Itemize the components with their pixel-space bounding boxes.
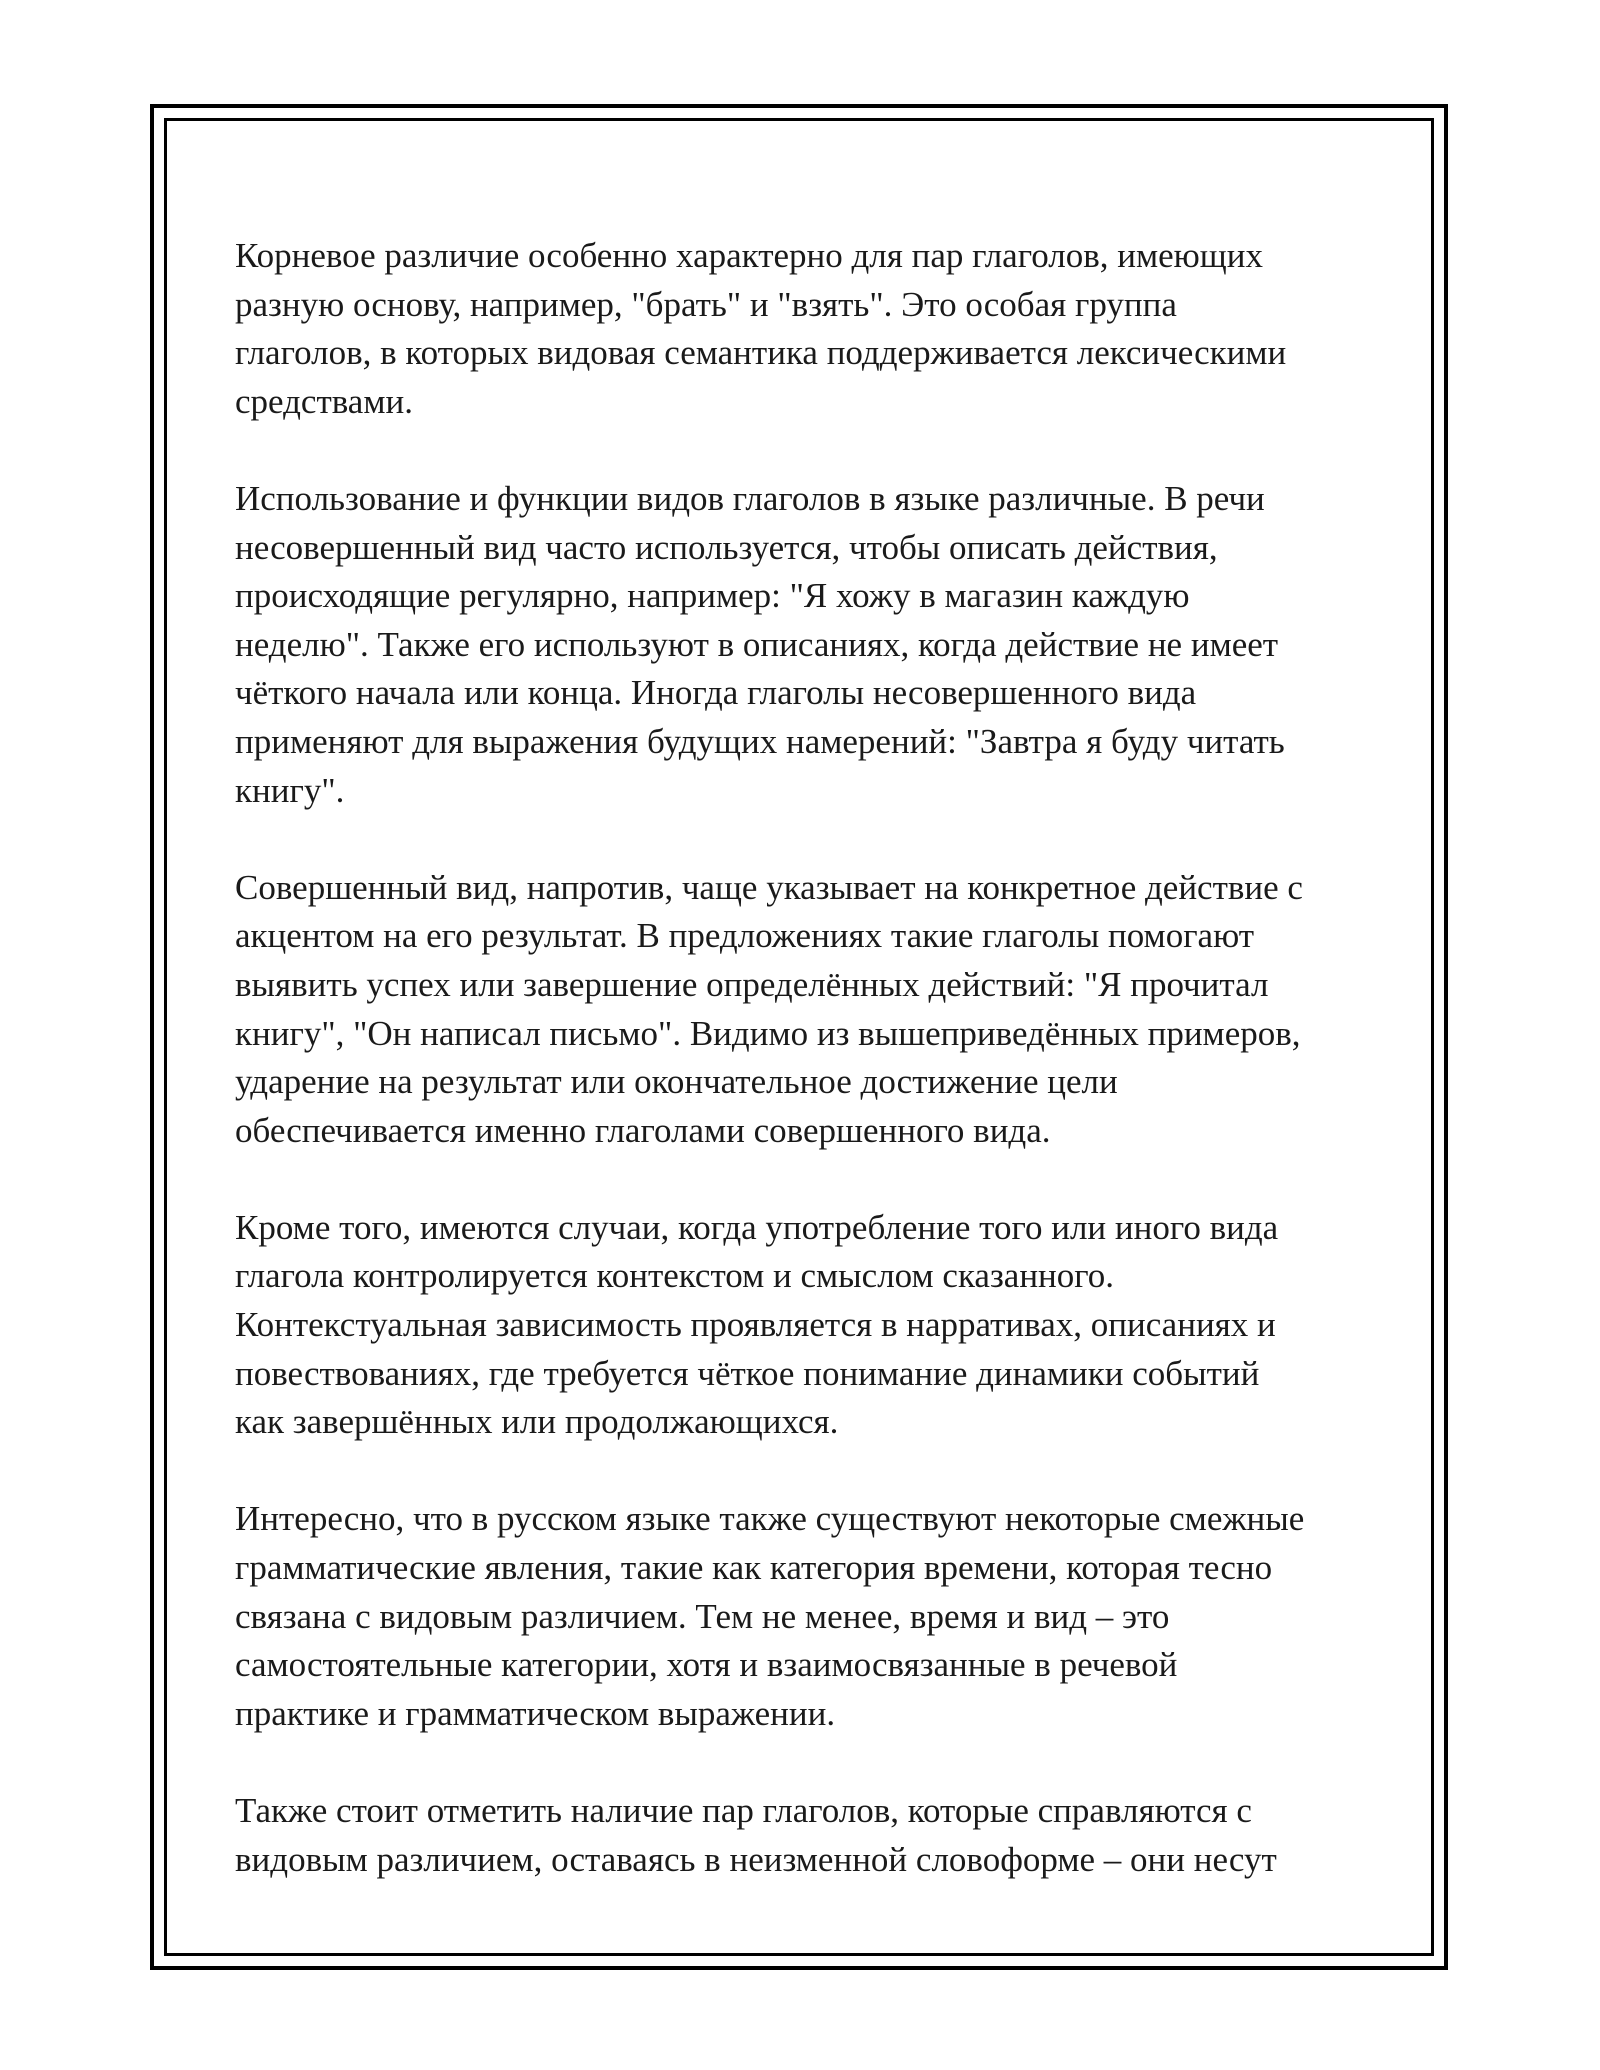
text-line: Кроме того, имеются случаи, когда употребление того или иного вида	[235, 1207, 1279, 1247]
paragraph-6	[235, 1787, 1375, 1884]
paragraph-4	[235, 1204, 1375, 1447]
text-line: как завершённых или продолжающихся.	[235, 1402, 839, 1442]
document-body	[235, 232, 1375, 1933]
text-line: неделю". Также его используют в описаниях, когда действие не имеет	[235, 624, 1279, 664]
text-line: грамматические явления, такие как категория времени, которая тесно	[235, 1548, 1273, 1588]
text-line: Контекстуальная зависимость проявляется в нарративах, описаниях и	[235, 1305, 1276, 1345]
paragraph-1	[235, 232, 1375, 426]
text-line: средствами.	[235, 381, 413, 421]
text-line: связана с видовым различием. Тем не менее, время и вид – это	[235, 1596, 1170, 1636]
text-line: несовершенный вид часто используется, чтобы описать действия,	[235, 527, 1218, 567]
text-line: выявить успех или завершение определённых действий: "Я прочитал	[235, 964, 1269, 1004]
text-line: разную основу, например, "брать" и "взять". Это особая группа	[235, 284, 1177, 324]
paragraph-3	[235, 864, 1375, 1156]
text-line: практике и грамматическом выражении.	[235, 1693, 836, 1733]
text-line: книгу", "Он написал письмо". Видимо из вышеприведённых примеров,	[235, 1013, 1301, 1053]
text-line: чёткого начала или конца. Иногда глаголы несовершенного вида	[235, 673, 1197, 713]
text-line: происходящие регулярно, например: "Я хожу в магазин каждую	[235, 576, 1190, 616]
text-line: Использование и функции видов глаголов в языке различные. В речи	[235, 478, 1265, 518]
text-line: книгу".	[235, 770, 345, 810]
text-line: Интересно, что в русском языке также существуют некоторые смежные	[235, 1499, 1305, 1539]
text-line: ударение на результат или окончательное достижение цели	[235, 1062, 1118, 1102]
text-line: самостоятельные категории, хотя и взаимосвязанные в речевой	[235, 1645, 1178, 1685]
text-line: обеспечивается именно глаголами совершенного вида.	[235, 1110, 1051, 1150]
text-line: видовым различием, оставаясь в неизменной словоформе – они несут	[235, 1839, 1277, 1879]
text-line: Также стоит отметить наличие пар глаголов, которые справляются с	[235, 1791, 1252, 1830]
text-line: применяют для выражения будущих намерений: "Завтра я буду читать	[235, 721, 1285, 761]
paragraph-2	[235, 475, 1375, 815]
text-line: Корневое различие особенно характерно для пар глаголов, имеющих	[235, 236, 1263, 275]
text-line: Совершенный вид, напротив, чаще указывает на конкретное действие с	[235, 867, 1303, 907]
text-line: глаголов, в которых видовая семантика поддерживается лексическими	[235, 333, 1287, 373]
text-line: глагола контролируется контекстом и смыслом сказанного.	[235, 1256, 1115, 1296]
text-line: повествованиях, где требуется чёткое понимание динамики событий	[235, 1353, 1260, 1393]
paragraph-5	[235, 1495, 1375, 1738]
text-line: акцентом на его результат. В предложениях такие глаголы помогают	[235, 916, 1255, 956]
